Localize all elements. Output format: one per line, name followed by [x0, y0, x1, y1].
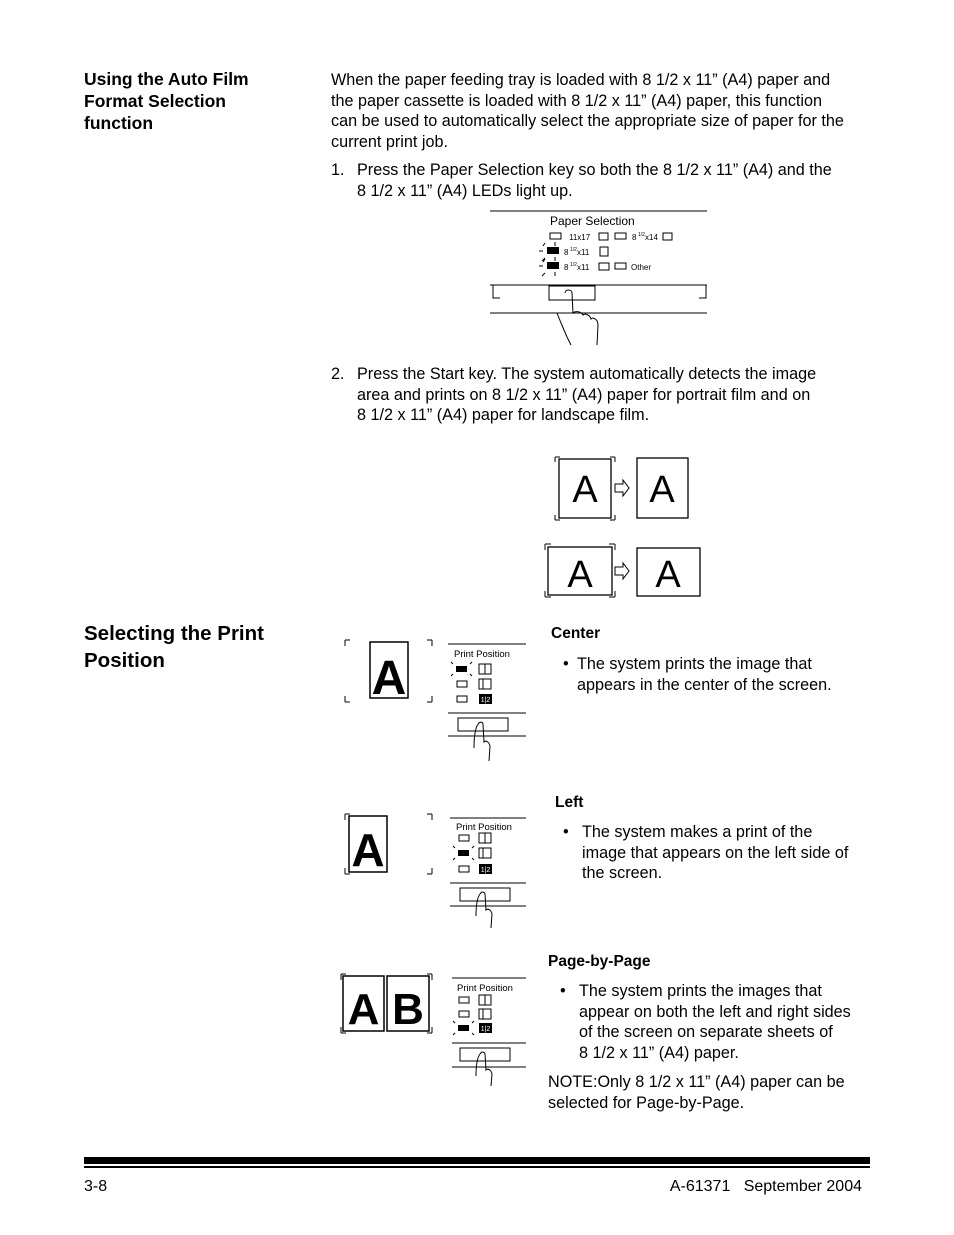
book-icon — [479, 679, 491, 689]
bullet: • — [560, 982, 566, 1000]
text-line: Press the Paper Selection key so both the 8 1/2 x 11” (A4) and the — [357, 161, 832, 179]
text-line: 8 1/2 x 11” (A4) paper. — [579, 1043, 739, 1062]
option-label: x11 — [577, 263, 590, 272]
led-off — [459, 997, 469, 1003]
heading-line: function — [84, 113, 154, 133]
bullet: • — [563, 655, 569, 673]
text-line: can be used to automatically select the appropriate size of paper for the — [331, 112, 844, 130]
letter: A — [567, 554, 593, 596]
step-1 — [331, 160, 891, 201]
footer-rule-thin — [84, 1166, 870, 1168]
panel-title: Paper Selection — [550, 214, 635, 228]
heading-line: Selecting the Print — [84, 622, 264, 645]
panel-title: Print Position — [457, 983, 513, 994]
led-off — [457, 681, 467, 687]
step-number: 1. — [331, 161, 345, 179]
option-title: Center — [551, 625, 601, 642]
text-line: selected for Page-by-Page. — [548, 1093, 745, 1112]
footer-rule-thick — [84, 1157, 870, 1164]
led-off — [550, 233, 561, 239]
bullet: • — [563, 823, 569, 841]
paper-icon — [599, 233, 608, 240]
led-lit — [458, 850, 469, 856]
paper-icon — [600, 247, 608, 256]
landscape-print-result — [637, 548, 700, 596]
option-fraction: 1/2 — [570, 247, 577, 253]
badge-text: 1|2 — [480, 867, 491, 874]
option-label: 8 — [564, 263, 569, 272]
intro-paragraph — [331, 70, 891, 152]
led-off — [457, 696, 467, 702]
led-lit — [458, 1025, 469, 1031]
letter: A — [655, 554, 681, 596]
center-position-illustration — [340, 636, 532, 761]
section-heading-auto-film — [84, 68, 304, 134]
option-label: x14 — [645, 233, 658, 242]
arrow-right-icon — [615, 563, 629, 579]
option-label: x11 — [577, 248, 590, 257]
left-position-illustration — [340, 810, 532, 930]
book-icon — [479, 848, 491, 858]
text-line: appears in the center of the screen. — [577, 675, 832, 694]
text-line: image that appears on the left side of — [582, 843, 849, 862]
letter: A — [347, 985, 380, 1034]
led-off — [459, 835, 469, 841]
led-off — [459, 866, 469, 872]
pointing-hand-icon — [476, 1052, 492, 1086]
panel-title: Print Position — [456, 822, 512, 833]
note — [548, 1072, 888, 1113]
text-line: 8 1/2 x 11” (A4) LEDs light up. — [357, 181, 573, 200]
text-line: The system makes a print of the — [582, 823, 813, 841]
heading-line: Position — [84, 649, 165, 672]
page-number: 3-8 — [84, 1178, 108, 1195]
led-lit-row-2 — [539, 242, 559, 261]
text-line: When the paper feeding tray is loaded with 8 1/2 x 11” (A4) paper and — [331, 71, 831, 89]
section-heading-print-position — [84, 620, 314, 674]
paper-icon — [663, 233, 672, 240]
option-title: Left — [555, 794, 584, 811]
text-line: appear on both the left and right sides — [579, 1002, 851, 1021]
page-by-page-illustration — [340, 970, 532, 1088]
left-description — [555, 793, 885, 884]
letter: A — [371, 652, 407, 705]
heading-line: Format Selection — [84, 91, 226, 111]
step-2 — [331, 364, 891, 426]
portrait-film-source — [555, 457, 615, 520]
center-description — [551, 624, 881, 695]
badge-text: 1|2 — [480, 697, 491, 704]
text-line: Press the Start key. The system automatically detects the image — [357, 365, 817, 383]
heading-line: Using the Auto Film — [84, 69, 249, 89]
text-line: of the screen on separate sheets of — [579, 1023, 833, 1041]
text-line: area and prints on 8 1/2 x 11” (A4) paper for portrait film and on — [357, 385, 811, 404]
letter: A — [351, 824, 385, 876]
pointing-hand-icon — [474, 722, 490, 761]
option-fraction: 1/2 — [638, 232, 645, 238]
option-fraction: 1/2 — [570, 262, 577, 268]
option-label: 8 — [632, 233, 637, 242]
led-off — [615, 263, 626, 269]
text-line: The system prints the image that — [577, 655, 812, 673]
letter: A — [572, 469, 598, 511]
badge-text: 1|2 — [480, 1026, 491, 1033]
letter: A — [649, 469, 675, 511]
arrow-right-icon — [615, 480, 629, 496]
led-off — [459, 1011, 469, 1017]
panel-title: Print Position — [454, 649, 510, 660]
page-by-page-description — [548, 952, 888, 1113]
led-off — [615, 233, 626, 239]
portrait-print-result — [637, 458, 688, 518]
pointing-hand-icon — [476, 892, 492, 928]
pointing-hand-icon — [557, 290, 598, 345]
document-id: A-61371 September 2004 — [669, 1178, 862, 1195]
option-label: Other — [631, 263, 652, 272]
text-line: 8 1/2 x 11” (A4) paper for landscape film. — [357, 406, 650, 424]
led-lit-row-3 — [539, 259, 559, 276]
book-icon — [479, 1009, 491, 1019]
text-line: The system prints the images that — [579, 982, 822, 1000]
led-lit — [456, 666, 467, 672]
text-line: the screen. — [582, 864, 663, 882]
paper-icon — [599, 263, 609, 270]
option-label: 8 — [564, 248, 569, 257]
step-number: 2. — [331, 365, 345, 383]
auto-format-diagram — [540, 450, 710, 605]
option-title: Page-by-Page — [548, 953, 651, 970]
paper-selection-panel-illustration — [485, 205, 715, 350]
letter: B — [392, 985, 424, 1034]
text-line: current print job. — [331, 132, 448, 151]
landscape-film-source — [545, 544, 615, 597]
option-label: 11x17 — [569, 233, 591, 242]
text-line: NOTE:Only 8 1/2 x 11” (A4) paper can be — [548, 1073, 845, 1091]
text-line: the paper cassette is loaded with 8 1/2 x 11” (A4) paper, this function — [331, 91, 823, 110]
